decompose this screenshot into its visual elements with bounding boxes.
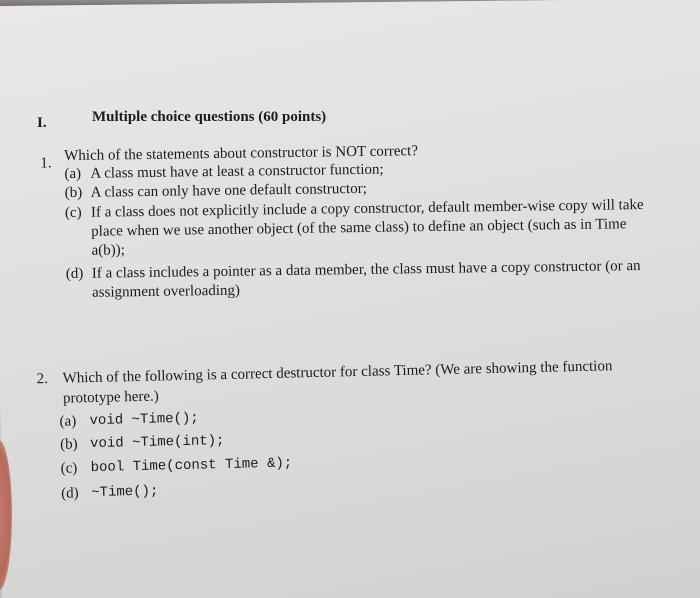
section-number: I.	[37, 115, 47, 131]
q2-option-a-label: (a)	[59, 413, 77, 430]
q1-option-a-label: (a)	[64, 165, 82, 183]
q1-option-c-line-3: a(b));	[91, 242, 125, 259]
q1-option-d-line-2: assignment overloading)	[91, 282, 241, 301]
q1-option-a-text: A class must have at least a constructor function;	[90, 161, 384, 182]
q1-option-c-line-1: If a class does not explicitly include a copy constructor, default member-wise copy will take	[90, 197, 644, 221]
question-2-text-line-2: prototype here.)	[62, 388, 160, 407]
q1-option-c-line-2: place when we use another object (of the same class) to define an object (such as in Time	[91, 216, 627, 240]
q2-option-a-code: void ~Time();	[89, 410, 199, 430]
question-1-number: 1.	[40, 155, 52, 172]
question-2-number: 2.	[36, 371, 49, 388]
q1-option-d-line-1: If a class includes a pointer as a data member, the class must have a copy constructor (or an	[91, 258, 641, 282]
section-title: Multiple choice questions (60 points)	[92, 109, 327, 125]
question-2-text-line-1: Which of the following is a correct destructor for class Time? (We are showing the function	[62, 358, 613, 387]
q2-option-d-label: (d)	[61, 485, 79, 502]
q2-option-b-code: void ~Time(int);	[89, 433, 225, 453]
q1-option-c-label: (c)	[64, 204, 82, 222]
q2-option-d-code: ~Time();	[91, 483, 159, 502]
question-1-text: Which of the statements about constructor is NOT correct?	[64, 143, 419, 165]
q1-option-d-label: (d)	[65, 265, 84, 283]
q2-option-c-label: (c)	[60, 460, 78, 477]
q2-option-c-code: bool Time(const Time &);	[90, 455, 293, 477]
q2-option-b-label: (b)	[59, 436, 78, 453]
q1-option-b-label: (b)	[64, 184, 83, 202]
q1-option-b-text: A class can only have one default constructor;	[90, 180, 367, 201]
